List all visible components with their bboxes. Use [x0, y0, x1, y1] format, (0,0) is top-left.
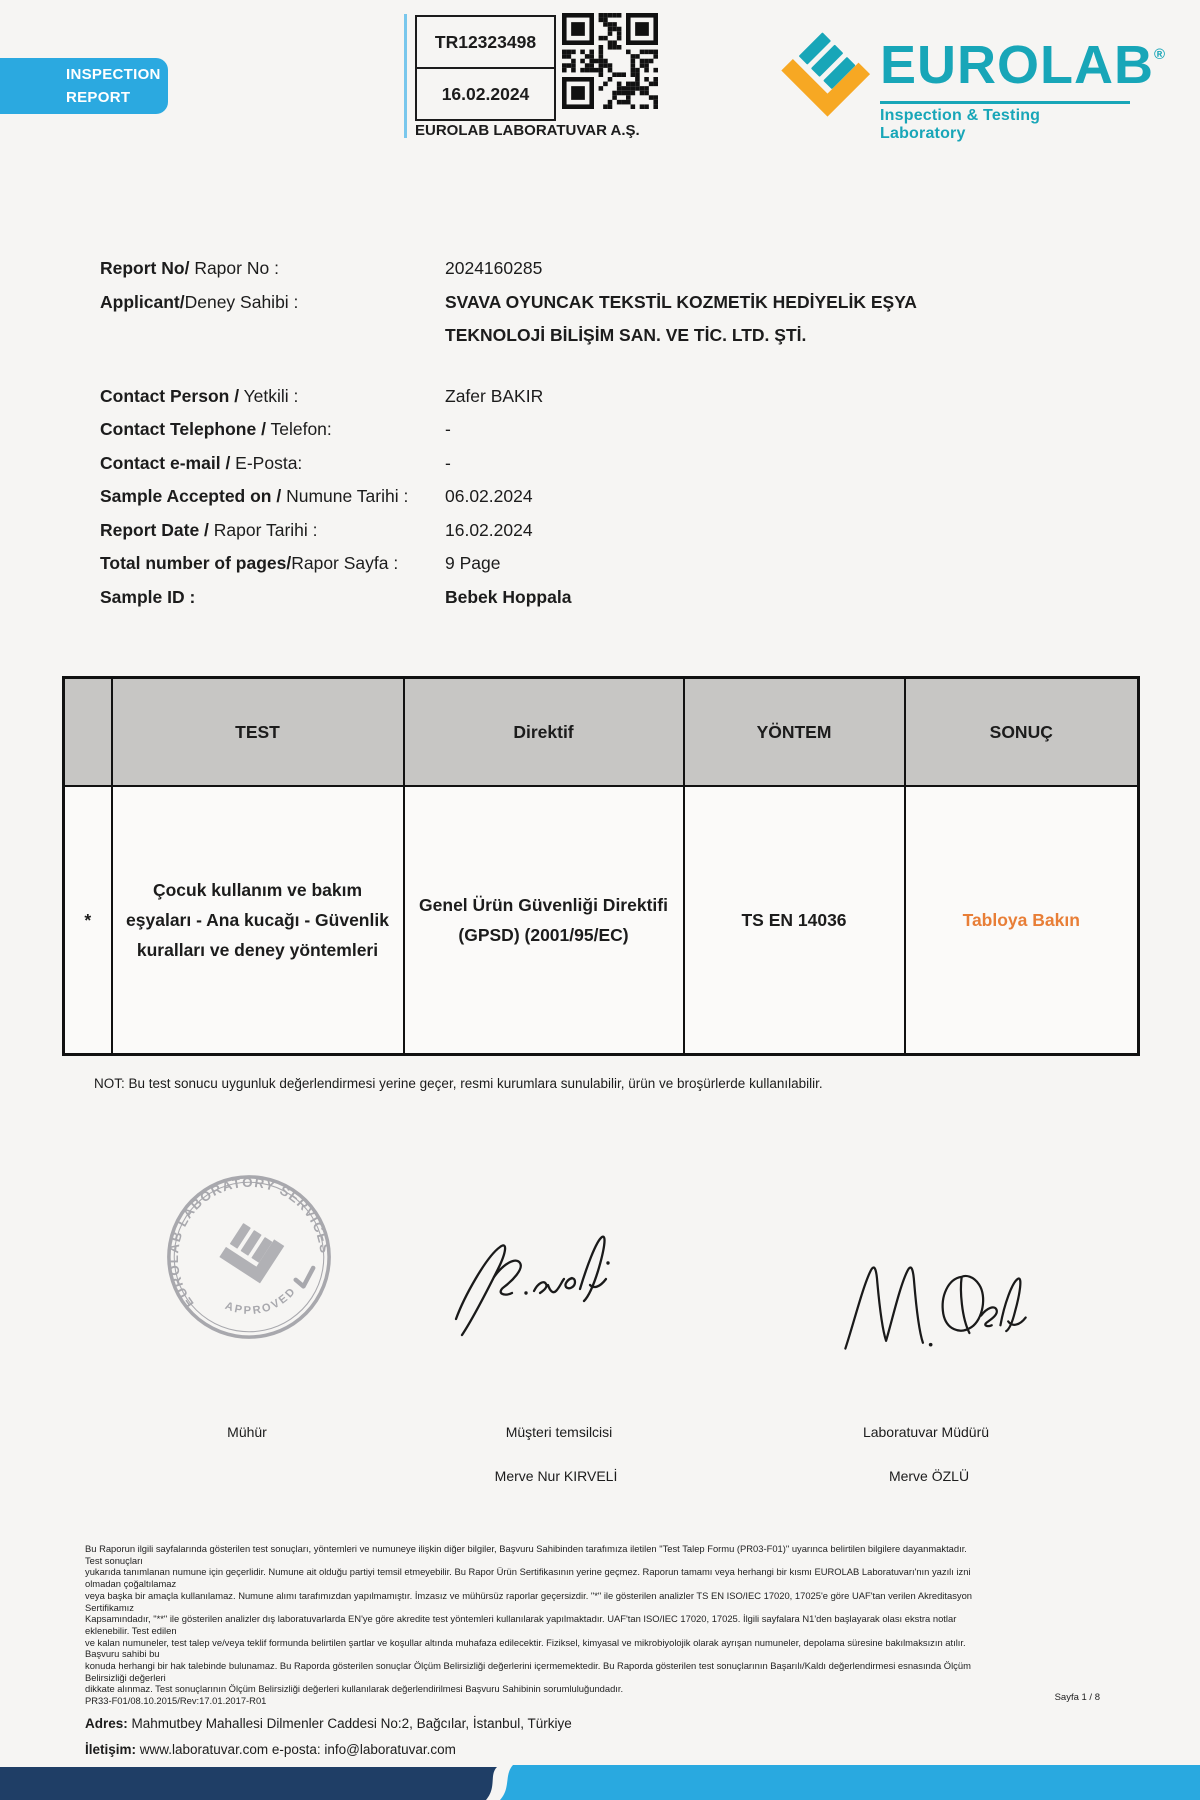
detail-value: Bebek Hoppala	[445, 586, 572, 607]
cell-test: Çocuk kullanım ve bakım eşyaları - Ana kucağı - Güvenlik kuralları ve deney yöntemleri	[112, 786, 404, 1055]
svg-text:APPROVED	[221, 1283, 302, 1323]
legal-line: Kapsamındadır, "**" ile gösterilen analizler dış laboratuvarlarda EN'ye göre akredite test yöntemleri kullanılarak yapılmaktadır. UAF'tan ISO/IEC 17020, 17025. İlgili sayfalara N1'den başlayarak olası ekstra notlar eklenebilir. Test edilen	[85, 1613, 957, 1636]
detail-row-report-no	[100, 252, 1040, 286]
table-row	[64, 786, 1139, 1055]
lab-manager-name: Merve ÖZLÜ	[888, 1468, 970, 1484]
eurolab-logo-icon	[770, 26, 872, 128]
detail-value: -	[445, 452, 451, 473]
test-results-table	[62, 676, 1140, 1056]
legal-line: yukarıda tanımlanan numune için geçerlidir. Numune ait olduğu partiyi temsil etmeyebilir. Bu Rapor Ürün Sertifikasının yerine geçmez. Raporun tamamı veya herhangi bir kısmı EUROLAB Laboratuvarı'nın yazılı izni olmadan çoğaltılamaz	[85, 1566, 971, 1590]
detail-row-total-pages	[100, 547, 1040, 581]
detail-label: Contact e-mail / E-Posta:	[100, 452, 303, 473]
detail-value: 16.02.2024	[445, 519, 533, 540]
stamp-approved-text: APPROVED	[223, 1284, 299, 1317]
cell-sonuc: Tabloya Bakın	[905, 786, 1139, 1055]
stamp-check-icon	[294, 1268, 316, 1288]
legal-line: dikkate alınmaz. Test sonuçlarının Ölçüm Belirsizliği değerleri kullanılarak değerlendirilmesi Başvuru Sahibinin sorumluluğundadır.	[85, 1683, 624, 1695]
registered-mark: ®	[1154, 46, 1166, 63]
detail-label: Contact Telephone / Telefon:	[100, 419, 332, 439]
eurolab-wordmark	[880, 35, 1166, 95]
detail-value: SVAVA OYUNCAK TEKSTİL KOZMETİK HEDİYELİK EŞYA TEKNOLOJİ BİLİŞİM SAN. VE TİC. LTD. ŞTİ.	[445, 291, 917, 345]
legal-line: ve kalan numuneler, test talep ve/veya teklif formunda belirtilen şartlar ve koşullar altında muhafaza edilecektir. Fiziksel, kimyasal ve mikrobiyolojik olarak ayrışan numuneler, depolama süresine bakılmaksızın atılır. Başvuru sahibi bu	[85, 1636, 966, 1660]
detail-row-applicant	[100, 286, 1040, 353]
tracking-box	[415, 15, 556, 121]
tracking-date: 16.02.2024	[417, 67, 554, 119]
tracking-number: TR12323498	[434, 31, 537, 52]
detail-label: Sample ID :	[100, 586, 196, 607]
header-direktif: Direktif	[404, 678, 684, 787]
header-test: TEST	[112, 678, 404, 787]
detail-value: -	[445, 419, 451, 439]
footer-color-bar	[0, 1760, 1200, 1800]
detail-value: 2024160285	[445, 258, 543, 278]
qr-code-icon	[562, 13, 658, 109]
inspection-report-badge	[0, 58, 168, 114]
approval-stamp	[160, 1166, 338, 1348]
address-line: Adres: Mahmutbey Mahallesi Dilmenler Caddesi No:2, Bağcılar, İstanbul, Türkiye	[85, 1716, 572, 1731]
eurolab-logo-text: EUROLAB	[880, 35, 1154, 95]
detail-label: Report Date / Rapor Tarihi :	[100, 519, 318, 540]
header-sonuc: SONUÇ	[905, 678, 1139, 787]
lab-manager-signature	[833, 1240, 1038, 1366]
cell-yontem: TS EN 14036	[684, 786, 905, 1055]
detail-value: Zafer BAKIR	[445, 385, 544, 406]
address-label: Adres:	[85, 1716, 128, 1731]
detail-label: Applicant/Deney Sahibi :	[100, 291, 299, 312]
laboratory-company-name: EUROLAB LABORATUVAR A.Ş.	[415, 122, 640, 139]
legal-form-code: PR33-F01/08.10.2015/Rev:17.01.2017-R01	[85, 1695, 267, 1707]
detail-row-contact-person	[100, 380, 1040, 414]
header-marker	[64, 678, 112, 787]
legal-disclaimer	[85, 1543, 973, 1707]
detail-row-sample-accepted	[100, 480, 1040, 514]
header-divider-line	[404, 14, 407, 138]
legal-line: veya başka bir amaçla kullanılamaz. Numune alımı tarafımızdan yapılmamıştır. İmzasız ve mühürsüz raporlar geçersizdir. "*" ile gösterilen analizler TS EN ISO/IEC 17020, 17025'e göre UAF'tan verilen Akreditasyon Sertifikamız	[85, 1589, 973, 1613]
detail-row-sample-id	[100, 581, 1040, 615]
detail-label: Report No/ Rapor No :	[100, 258, 279, 278]
detail-row-report-date	[100, 514, 1040, 548]
detail-label: Total number of pages/Rapor Sayfa :	[100, 553, 399, 573]
detail-row-contact-telephone	[100, 413, 1040, 447]
header-yontem: YÖNTEM	[684, 678, 905, 787]
detail-label: Contact Person / Yetkili :	[100, 385, 299, 406]
contact-line: İletişim: www.laboratuvar.com e-posta: info@laboratuvar.com	[85, 1742, 456, 1757]
detail-row-contact-email	[100, 447, 1040, 481]
lab-manager-title: Laboratuvar Müdürü	[862, 1424, 990, 1440]
page-indicator: Sayfa 1 / 8	[1054, 1692, 1100, 1703]
wordmark-rule	[880, 101, 1130, 104]
legal-line: konuda herhangi bir hak talebinde bulunamaz. Bu Raporda gösterilen sonuçlar Ölçüm Belirsizliği değerlerini içermemektedir. Bu Raporda gösterilen test sonuçlarının Başarılı/Kaldı değerlendirmesi esnasında Ölçüm Belirsizliği değerleri	[85, 1660, 971, 1683]
customer-rep-signature	[442, 1222, 642, 1344]
cell-marker: *	[64, 786, 112, 1055]
logo-tagline: Inspection & Testing Laboratory	[880, 107, 1041, 142]
note-text: NOT: Bu test sonucu uygunluk değerlendirmesi yerine geçer, resmi kurumlara sunulabilir, ürün ve broşürlerde kullanılabilir.	[94, 1076, 823, 1091]
table-header-row	[64, 678, 1139, 787]
detail-value: 06.02.2024	[445, 486, 533, 506]
contact-label: İletişim:	[85, 1742, 137, 1757]
stamp-label: Mühür	[227, 1424, 267, 1440]
cell-direktif: Genel Ürün Güvenliği Direktifi (GPSD) (2001/95/EC)	[404, 786, 684, 1055]
report-details	[100, 252, 1040, 614]
customer-rep-name: Merve Nur KIRVELİ	[494, 1468, 618, 1484]
legal-line: Bu Raporun ilgili sayfalarında gösterilen test sonuçları, yöntemleri ve numuneye ilişkin diğer bilgiler, Başvuru Sahibinden tarafımıza iletilen "Test Talep Formu (PR03-F01)" uyarınca belirtilen bilgilere dayanmaktadır. Test sonuçları	[85, 1543, 967, 1566]
customer-rep-title: Müşteri temsilcisi	[505, 1424, 613, 1440]
badge-line1: INSPECTION	[66, 66, 161, 83]
stamp-ring-text: EUROLAB LABORATORY SERVICES	[166, 1174, 333, 1311]
detail-value: 9 Page	[445, 553, 501, 573]
badge-line2: REPORT	[66, 89, 131, 106]
detail-label: Sample Accepted on / Numune Tarihi :	[100, 486, 409, 506]
